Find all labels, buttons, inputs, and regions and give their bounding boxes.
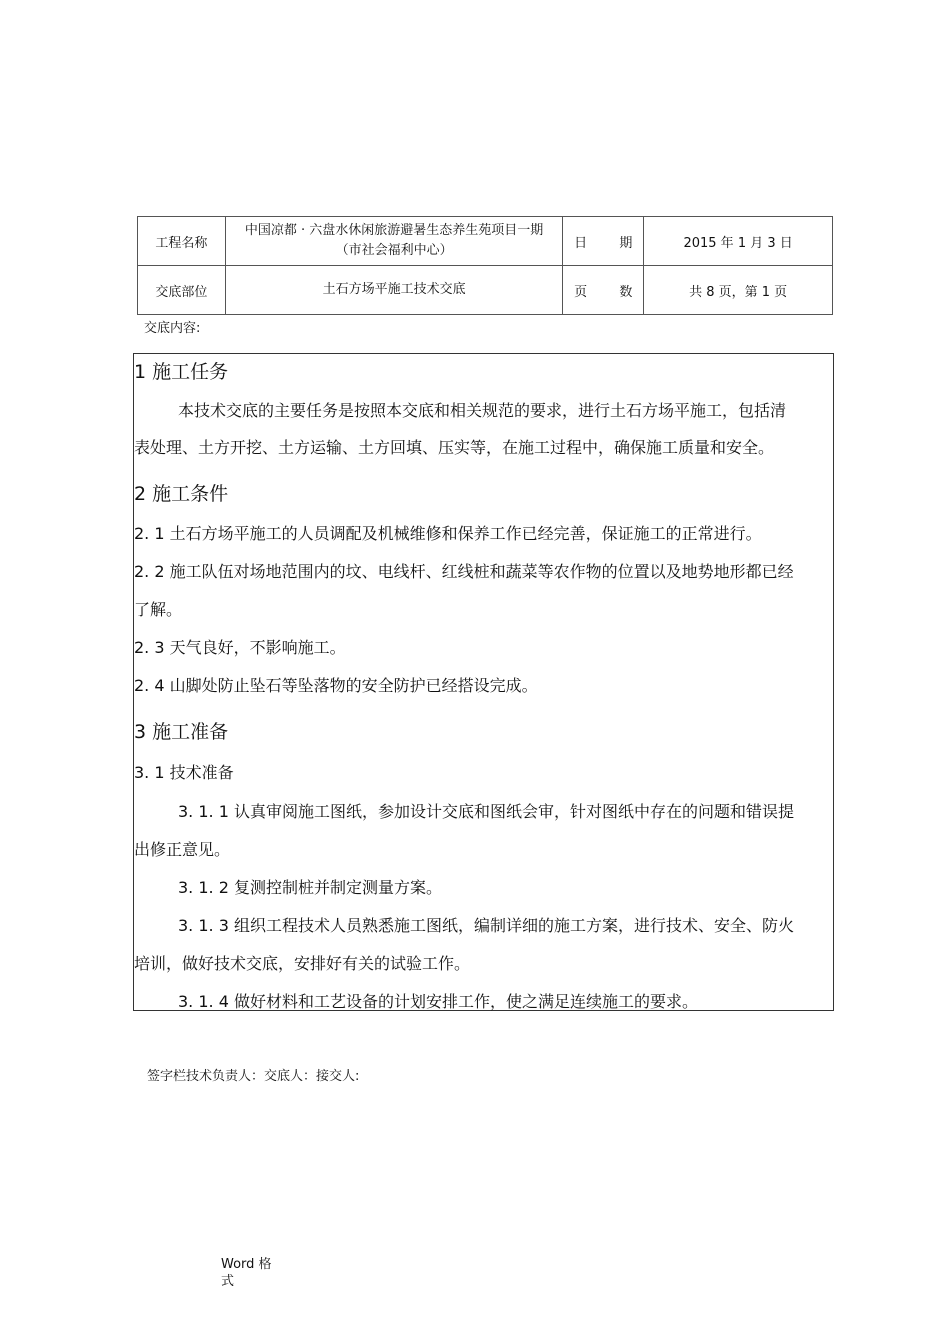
s3-1-3-line2: 培训，做好技术交底，安排好有关的试验工作。 bbox=[134, 954, 471, 973]
section-1-title: 1 施工任务 bbox=[134, 361, 229, 383]
date-label-a: 日 bbox=[574, 235, 588, 251]
date-label-b: 期 bbox=[619, 235, 633, 251]
s2-2-line1: 2. 2 施工队伍对场地范围内的坟、电线杆、红线桩和蔬菜等农作物的位置以及地势地形都已经 bbox=[134, 562, 794, 581]
date-label bbox=[563, 217, 644, 266]
content-label: 交底内容: bbox=[144, 321, 201, 336]
header-row-project bbox=[138, 217, 833, 266]
s3-1-4: 3. 1. 4 做好材料和工艺设备的计划安排工作，使之满足连续施工的要求。 bbox=[178, 992, 698, 1011]
s2-3: 2. 3 天气良好，不影响施工。 bbox=[134, 638, 346, 657]
project-name-line2: （市社会福利中心） bbox=[335, 243, 453, 258]
project-name-line1: 中国凉都 · 六盘水休闲旅游避暑生态养生苑项目一期 bbox=[244, 223, 544, 238]
s3-1-2: 3. 1. 2 复测控制桩并制定测量方案。 bbox=[178, 878, 442, 897]
project-label: 工程名称 bbox=[138, 217, 226, 266]
pages-value: 共 8 页，第 1 页 bbox=[644, 266, 833, 315]
s2-2-line2: 了解。 bbox=[134, 600, 183, 619]
pages-label bbox=[563, 266, 644, 315]
pages-label-b: 数 bbox=[619, 284, 633, 300]
s3-1-1-line1: 3. 1. 1 认真审阅施工图纸，参加设计交底和图纸会审，针对图纸中存在的问题和错误提 bbox=[178, 802, 794, 821]
s3-1: 3. 1 技术准备 bbox=[134, 763, 234, 782]
s2-4: 2. 4 山脚处防止坠石等坠落物的安全防护已经搭设完成。 bbox=[134, 676, 538, 695]
s2-1: 2. 1 土石方场平施工的人员调配及机械维修和保养工作已经完善，保证施工的正常进行。 bbox=[134, 524, 762, 543]
signature-line: 签字栏技术负责人：交底人：接交人: bbox=[147, 1069, 360, 1084]
section-3-title: 3 施工准备 bbox=[134, 721, 229, 743]
date-value: 2015 年 1 月 3 日 bbox=[644, 217, 833, 266]
part-value: 土石方场平施工技术交底 bbox=[225, 266, 562, 315]
pages-label-a: 页 bbox=[574, 284, 588, 300]
part-label: 交底部位 bbox=[138, 266, 226, 315]
s3-1-3-line1: 3. 1. 3 组织工程技术人员熟悉施工图纸，编制详细的施工方案，进行技术、安全、防火 bbox=[178, 916, 794, 935]
content-box bbox=[133, 353, 834, 1011]
footer bbox=[221, 1256, 272, 1290]
section-2-title: 2 施工条件 bbox=[134, 483, 229, 505]
header-row-part bbox=[138, 266, 833, 315]
s1-p1-line1: 本技术交底的主要任务是按照本交底和相关规范的要求，进行土石方场平施工，包括清 bbox=[178, 401, 787, 420]
s3-1-1-line2: 出修正意见。 bbox=[134, 840, 231, 859]
header-table bbox=[137, 216, 833, 315]
project-name bbox=[225, 217, 562, 266]
footer-line2: 式 bbox=[221, 1274, 235, 1289]
s1-p1-line2: 表处理、土方开挖、土方运输、土方回填、压实等，在施工过程中，确保施工质量和安全。 bbox=[134, 438, 775, 457]
footer-line1: Word 格 bbox=[221, 1257, 272, 1272]
